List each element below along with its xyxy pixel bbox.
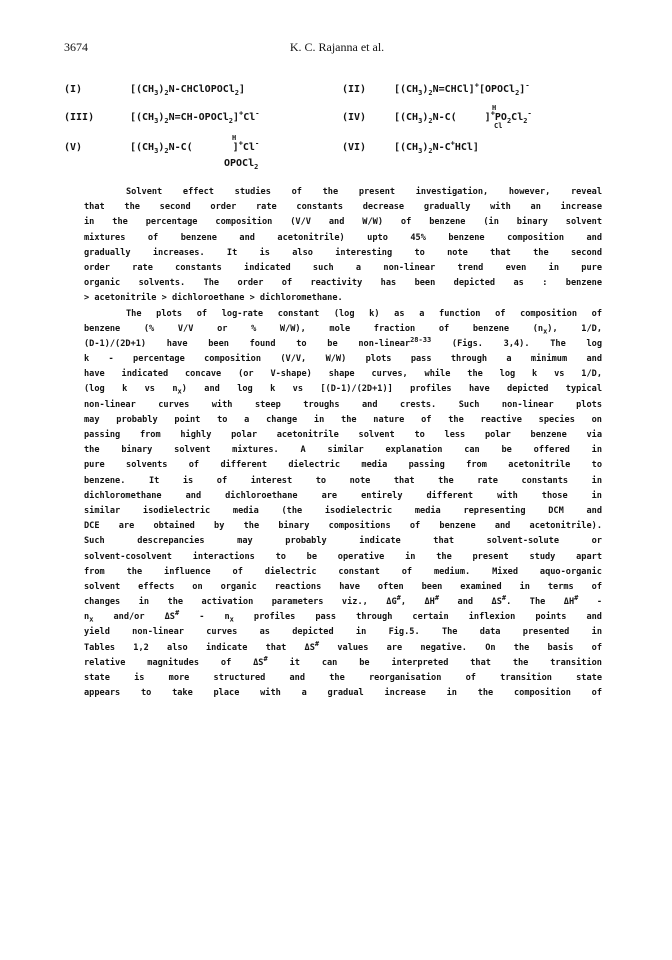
formula-iv bbox=[342, 104, 602, 136]
running-head: K. C. Rajanna et al. bbox=[289, 40, 385, 54]
text-line: The plots of log-rate constant (log k) as a function of composition of bbox=[126, 308, 602, 319]
text-line: from the influence of dielectric constant of medium. Mixed aquo-organic bbox=[84, 566, 602, 577]
page-number: 3674 bbox=[64, 40, 88, 54]
substituent-h: H bbox=[232, 134, 237, 142]
text-line: solvent-cosolvent interactions to be operative in the present study apart bbox=[84, 551, 602, 562]
substituent-cl: Cl bbox=[494, 122, 503, 130]
text-line: may probably point to a change in the nature of the reactive species on bbox=[84, 414, 602, 425]
formula-label: (II) bbox=[342, 84, 367, 95]
formula-expression: $[(CH_3)_2N-CHClOPOCl_2]$ bbox=[130, 84, 246, 97]
text-line: k - percentage composition (V/V, W/W) plots pass through a minimum and bbox=[84, 354, 602, 365]
text-line: benzene. It is of interest to note that the rate constants in bbox=[84, 475, 602, 486]
text-line: $n_x$ and/or $\Delta S^{\#} - n_x$ profiles pass through certain inflexion points and bbox=[84, 609, 602, 624]
text-line: pure solvents of different dielectric media passing from acetonitrile to bbox=[84, 460, 602, 471]
text-line: Solvent effect studies of the present investigation, however, reveal bbox=[126, 187, 602, 197]
formula-expression: [$(CH_3)_2N-C$( ]+Cl- bbox=[130, 139, 260, 155]
formula-expression: $[(CH_3)_2N=CHCl]^+[OPOCl_2]^-$ bbox=[394, 81, 530, 97]
formula-label: (IV) bbox=[342, 112, 367, 123]
formula-label: (V) bbox=[64, 142, 83, 153]
text-line: solvent effects on organic reactions have often been examined in terms of bbox=[84, 581, 602, 592]
substituent-h: H bbox=[492, 104, 497, 112]
text-line: appears to take place with a gradual increase in the composition of bbox=[84, 688, 602, 699]
text-line: yield non-linear curves as depicted in Fig.5. The data presented in bbox=[84, 627, 602, 638]
text-line: benzene (% V/V or % W/W), mole fraction of benzene $(n_x)$, 1/D, bbox=[84, 323, 602, 336]
text-line: have indicated concave (or V-shape) shape curves, while the log k vs 1/D, bbox=[84, 369, 602, 380]
text-line: DCE are obtained by the binary compositions of benzene and acetonitrile). bbox=[84, 521, 602, 532]
text-line: (log k vs $n_x$) and log k vs [(D-1)/(2D+1)] profiles have depicted typical bbox=[84, 384, 602, 397]
page-header bbox=[64, 40, 610, 60]
formula-expression: $[(CH_3)_2N-C^+HCl]$ bbox=[394, 139, 479, 155]
text-line: > acetonitrile > dichloroethane > dichloromethane. bbox=[84, 293, 343, 304]
text-line: the binary solvent mixtures. A similar explanation can be offered in bbox=[84, 445, 602, 456]
text-line: (D-1)/(2D+1) have been found to be non-linear$^{28-33}$ (Figs. 3,4). The log bbox=[84, 336, 602, 349]
text-line: order rate constants indicated such a non-linear trend even in pure bbox=[84, 262, 602, 273]
formula-label: (VI) bbox=[342, 142, 367, 153]
text-line: in the percentage composition (V/V and W/W) of benzene (in binary solvent bbox=[84, 217, 602, 228]
formula-expression: [$(CH_3)_2N-C$( ]$^+PO_2Cl_2^-$ bbox=[394, 109, 532, 125]
body-text bbox=[84, 185, 602, 701]
formula-v bbox=[64, 134, 324, 178]
text-line: changes in the activation parameters viz., ΔG#, ΔH# and ΔS#. The ΔH# - bbox=[84, 594, 602, 608]
text-line: Tables 1,2 also indicate that ΔS# values are negative. On the basis of bbox=[84, 639, 602, 653]
text-line: relative magnitudes of ΔS# it can be interpreted that the transition bbox=[84, 654, 602, 668]
text-line: that the second order rate constants decrease gradually with an increase bbox=[84, 202, 602, 213]
text-line: gradually increases. It is also interesting to note that the second bbox=[84, 247, 602, 258]
text-line: similar isodielectric media (the isodielectric media representing DCM and bbox=[84, 505, 602, 516]
formula-label: (I) bbox=[64, 84, 83, 95]
formula-expression: $[(CH_3)_2N=CH-OPOCl_2]^+Cl^-$ bbox=[130, 109, 260, 125]
text-line: state is more structured and the reorganisation of transition state bbox=[84, 673, 602, 683]
text-line: organic solvents. The order of reactivity has been depicted as : benzene bbox=[84, 278, 602, 289]
text-line: passing from highly polar acetonitrile solvent to less polar benzene via bbox=[84, 430, 602, 440]
text-line: mixtures of benzene and acetonitrile) upto 45% benzene composition and bbox=[84, 232, 602, 243]
text-line: non-linear curves with steep troughs and crests. Such non-linear plots bbox=[84, 399, 602, 410]
text-line: dichloromethane and dichloroethane are entirely different with those in bbox=[84, 490, 602, 501]
formula-label: (III) bbox=[64, 112, 95, 123]
substituent-opocl2: OPOCl$_2$ bbox=[224, 158, 259, 171]
text-line: Such descrepancies may probably indicate that solvent-solute or bbox=[84, 536, 602, 547]
